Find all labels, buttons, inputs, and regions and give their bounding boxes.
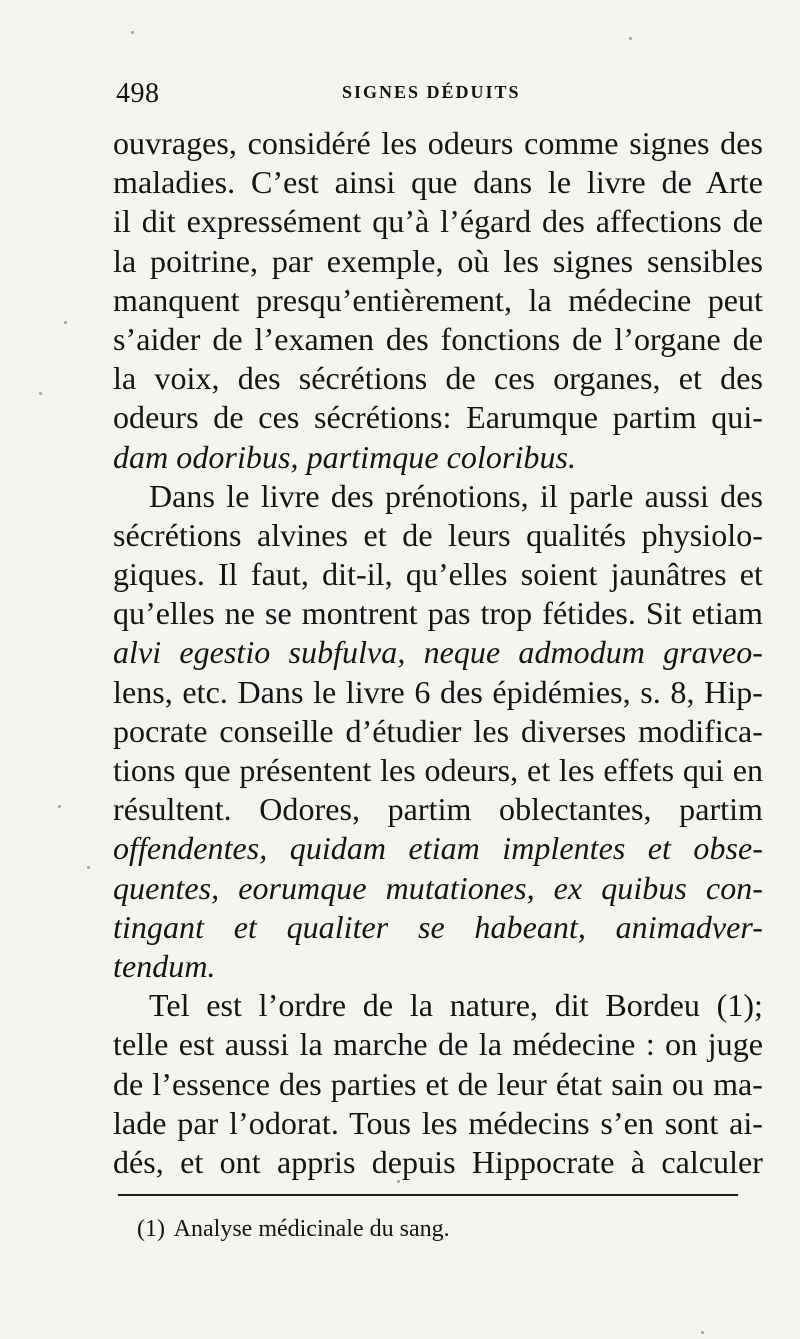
text-line-italic: alvi egestio subfulva, neque admodum graveo- [113,634,763,671]
text-line: ouvrages, considéré les odeurs comme signes des [113,125,763,161]
text-line: il dit expressément qu’à l’égard des affections de [113,203,763,240]
main-text-block [113,124,763,1182]
text-line: tions que présentent les odeurs, et les effets qui en [113,752,763,788]
text-line: qu’elles ne se montrent pas trop fétides. Sit etiam [113,595,763,632]
text-line-italic: dam odoribus, partimque coloribus. [113,438,577,475]
text-line: pocrate conseille d’étudier les diverses modifica- [113,712,763,749]
paper-speck [397,1180,400,1183]
paper-speck [701,1331,704,1334]
text-line: la poitrine, par exemple, où les signes sensibles [113,242,763,279]
page-header [110,76,760,120]
running-head: SIGNES DÉDUITS [342,82,521,102]
text-line-italic: quentes, eorumque mutationes, ex quibus con- [113,869,763,906]
paper-speck [64,321,67,324]
page-number: 498 [116,78,160,109]
text-line: résultent. Odores, partim oblectantes, partim [113,791,763,828]
text-line: lens, etc. Dans le livre 6 des épidémies, s. 8, Hip- [113,673,763,710]
text-line: maladies. C’est ainsi que dans le livre de Arte [113,164,763,201]
text-line: sécrétions alvines et de leurs qualités physiolo- [113,516,763,553]
text-line: s’aider de l’examen des fonctions de l’organe de [113,320,763,357]
footnote-text: Analyse médicinale du sang. [173,1216,450,1242]
text-line: dés, et ont appris depuis Hippocrate à calculer [113,1143,763,1180]
text-line: odeurs de ces sécrétions: Earumque partim qui- [113,399,763,436]
paper-speck [87,866,90,869]
paper-speck [58,805,61,808]
paper-speck [39,392,42,395]
text-line-italic: tendum. [113,947,216,984]
footnote [137,1217,450,1241]
text-line: de l’essence des parties et de leur état sain ou ma- [113,1065,763,1102]
paragraph-first-line: Tel est l’ordre de la nature, dit Bordeu (1); [149,987,763,1024]
footnote-marker: (1) [137,1216,165,1242]
text-line: lade par l’odorat. Tous les médecins s’en sont ai- [113,1104,763,1141]
footnote-separator-rule [118,1194,738,1196]
text-line: giques. Il faut, dit-il, qu’elles soient jaunâtres et [113,556,763,593]
text-line: manquent presqu’entièrement, la médecine peut [113,281,763,318]
paper-speck [131,31,134,34]
text-line: la voix, des sécrétions de ces organes, et des [113,360,763,397]
paragraph-first-line: Dans le livre des prénotions, il parle aussi des [149,477,763,514]
text-line-italic: offendentes, quidam etiam implentes et obse- [113,830,763,867]
text-line-italic: tingant et qualiter se habeant, animadver- [113,908,763,945]
text-line: telle est aussi la marche de la médecine : on juge [113,1026,763,1063]
paper-speck [629,37,632,40]
